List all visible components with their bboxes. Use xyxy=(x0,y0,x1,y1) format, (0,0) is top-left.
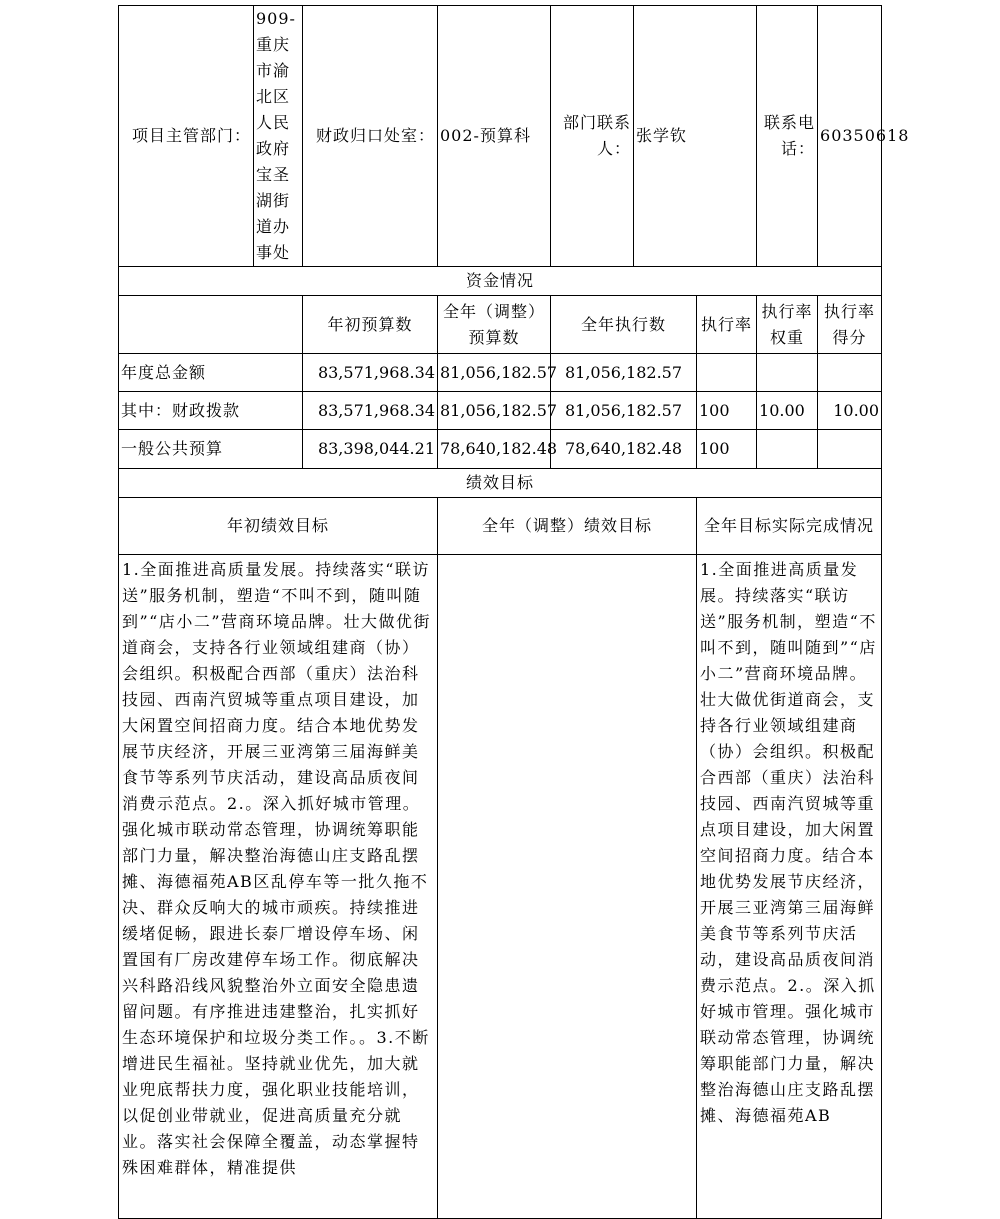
weight-cell xyxy=(757,430,818,469)
phone-label: 联系电话： xyxy=(757,6,818,267)
executed-cell: 78,640,182.48 xyxy=(551,430,697,469)
col-weight: 执行率权重 xyxy=(757,296,818,354)
table-row xyxy=(119,392,882,430)
col-initial-budget: 年初预算数 xyxy=(303,296,438,354)
funds-corner-cell xyxy=(119,296,303,354)
adjusted-goal-text xyxy=(438,555,697,1219)
initial-goal-text: 1.全面推进高质量发展。持续落实“联访送”服务机制，塑造“不叫不到，随叫随到”“店小二”营商环境品牌。壮大做优街道商会，支持各行业领域组建商（协）会组织。积极配合西部（重庆）法治科技园、西南汽贸城等重点项目建设，加大闲置空间招商力度。结合本地优势发展节庆经济，开展三亚湾第三届海鲜美食节等系列节庆活动，建设高品质夜间消费示范点。2.。深入抓好城市管理。强化城市联动常态管理，协调统筹职能部门力量，解决整治海德山庄支路乱摆摊、海德福苑AB区乱停车等一批久拖不决、群众反响大的城市顽疾。持续推进缓堵促畅，跟进长泰厂增设停车场、闲置国有厂房改建停车场工作。彻底解决兴科路沿线风貌整治外立面安全隐患遗留问题。有序推进违建整治，扎实抓好生态环境保护和垃圾分类工作。。3.不断增进民生福祉。坚持就业优先，加大就业兜底帮扶力度，强化职业技能培训，以促创业带就业，促进高质量充分就业。落实社会保障全覆盖，动态掌握特殊困难群体，精准提供 xyxy=(119,555,438,1219)
initial-cell: 83,571,968.34 xyxy=(303,354,438,392)
weight-cell: 10.00 xyxy=(757,392,818,430)
col-adjusted-goal: 全年（调整）绩效目标 xyxy=(438,498,697,555)
score-cell xyxy=(818,354,882,392)
row-label: 其中：财政拨款 xyxy=(119,392,303,430)
score-cell: 10.00 xyxy=(818,392,882,430)
finance-value: 002-预算科 xyxy=(438,6,551,267)
table-row xyxy=(119,354,882,392)
col-score: 执行率得分 xyxy=(818,296,882,354)
phone-value: 60350618 xyxy=(818,6,882,267)
actual-completion-text: 1.全面推进高质量发展。持续落实“联访送”服务机制，塑造“不叫不到，随叫随到”“店小二”营商环境品牌。壮大做优街道商会，支持各行业领域组建商（协）会组织。积极配合西部（重庆）法治科技园、西南汽贸城等重点项目建设，加大闲置空间招商力度。结合本地优势发展节庆经济，开展三亚湾第三届海鲜美食节等系列节庆活动，建设高品质夜间消费示范点。2.。深入抓好城市管理。强化城市联动常态管理，协调统筹职能部门力量，解决整治海德山庄支路乱摆摊、海德福苑AB xyxy=(697,555,882,1219)
weight-cell xyxy=(757,354,818,392)
table-row xyxy=(119,430,882,469)
col-executed: 全年执行数 xyxy=(551,296,697,354)
col-adjusted-budget: 全年（调整）预算数 xyxy=(438,296,551,354)
dept-value: 909-重庆市渝北区人民政府宝圣湖街道办事处 xyxy=(254,6,303,267)
row-label: 一般公共预算 xyxy=(119,430,303,469)
header-row xyxy=(119,6,882,267)
score-cell xyxy=(818,430,882,469)
initial-cell: 83,571,968.34 xyxy=(303,392,438,430)
rate-cell: 100 xyxy=(697,430,757,469)
contact-value: 张学钦 xyxy=(634,6,757,267)
rate-cell xyxy=(697,354,757,392)
performance-content-row xyxy=(119,555,882,1219)
adjusted-cell: 78,640,182.48 xyxy=(438,430,551,469)
col-initial-goal: 年初绩效目标 xyxy=(119,498,438,555)
col-actual-completion: 全年目标实际完成情况 xyxy=(697,498,882,555)
finance-label: 财政归口处室： xyxy=(303,6,438,267)
col-rate: 执行率 xyxy=(697,296,757,354)
rate-cell: 100 xyxy=(697,392,757,430)
dept-label: 项目主管部门： xyxy=(119,6,254,267)
initial-cell: 83,398,044.21 xyxy=(303,430,438,469)
performance-header-row xyxy=(119,498,882,555)
performance-section-title: 绩效目标 xyxy=(119,469,882,498)
row-label: 年度总金额 xyxy=(119,354,303,392)
adjusted-cell: 81,056,182.57 xyxy=(438,392,551,430)
funds-section-title: 资金情况 xyxy=(119,267,882,296)
executed-cell: 81,056,182.57 xyxy=(551,392,697,430)
performance-table xyxy=(118,5,910,1219)
executed-cell: 81,056,182.57 xyxy=(551,354,697,392)
contact-label: 部门联系人： xyxy=(551,6,634,267)
adjusted-cell: 81,056,182.57 xyxy=(438,354,551,392)
funds-header-row xyxy=(119,296,882,354)
